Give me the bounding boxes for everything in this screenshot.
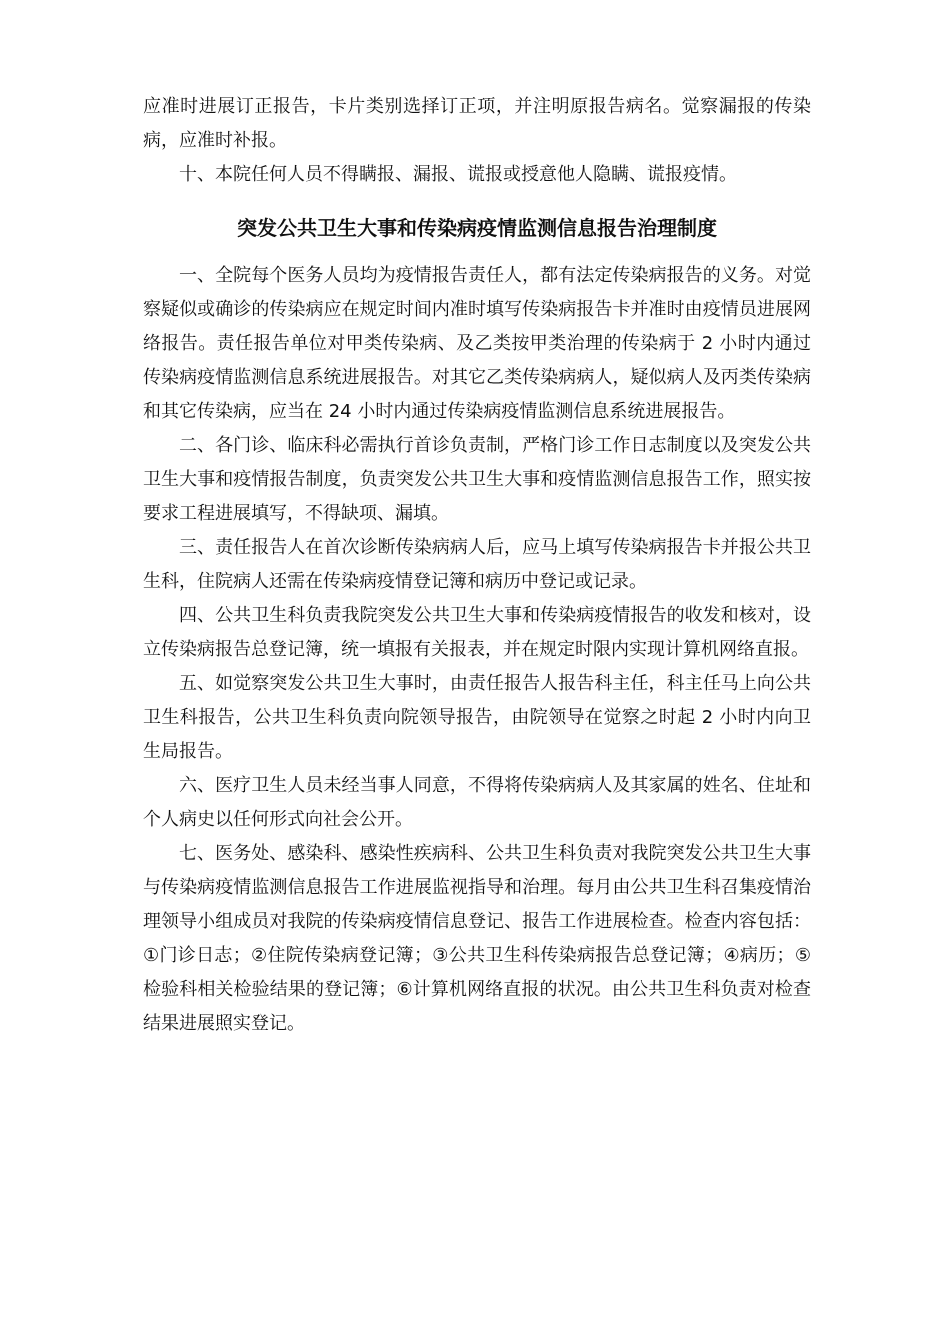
- intro-paragraph-continuation: 应准时进展订正报告，卡片类别选择订正项，并注明原报告病名。觉察漏报的传染病，应准时补报。: [143, 96, 811, 151]
- document-body: [143, 90, 811, 1041]
- section-paragraph-three: 三、责任报告人在首次诊断传染病病人后，应马上填写传染病报告卡并报公共卫生科，住院病人还需在传染病疫情登记簿和病历中登记或记录。: [143, 537, 811, 592]
- section-paragraph-one: 一、全院每个医务人员均为疫情报告责任人，都有法定传染病报告的义务。对觉察疑似或确诊的传染病应在规定时间内准时填写传染病报告卡并准时由疫情员进展网络报告。责任报告单位对甲类传染病、及乙类按甲类治理的传染病于 2 小时内通过传染病疫情监测信息系统进展报告。对其它乙类传染病病人，疑似病人及丙类传染病和其它传染病，应当在 24 小时内通过传染病疫情监测信息系统进展报告。: [143, 265, 811, 422]
- section-paragraph-five: 五、如觉察突发公共卫生大事时，由责任报告人报告科主任，科主任马上向公共卫生科报告，公共卫生科负责向院领导报告，由院领导在觉察之时起 2 小时内向卫生局报告。: [143, 673, 811, 762]
- section-paragraph-four: 四、公共卫生科负责我院突发公共卫生大事和传染病疫情报告的收发和核对，设立传染病报告总登记簿，统一填报有关报表，并在规定时限内实现计算机网络直报。: [143, 605, 811, 660]
- intro-paragraph-ten: 十、本院任何人员不得瞒报、漏报、谎报或授意他人隐瞒、谎报疫情。: [179, 164, 737, 185]
- section-paragraph-seven: 七、医务处、感染科、感染性疾病科、公共卫生科负责对我院突发公共卫生大事与传染病疫情监测信息报告工作进展监视指导和治理。每月由公共卫生科召集疫情治理领导小组成员对我院的传染病疫情信息登记、报告工作进展检查。检查内容包括：①门诊日志；②住院传染病登记簿；③公共卫生科传染病报告总登记簿；④病历；⑤检验科相关检验结果的登记簿；⑥计算机网络直报的状况。由公共卫生科负责对检查结果进展照实登记。: [143, 843, 811, 1034]
- section-paragraph-two: 二、各门诊、临床科必需执行首诊负责制，严格门诊工作日志制度以及突发公共卫生大事和疫情报告制度，负责突发公共卫生大事和疫情监测信息报告工作，照实按要求工程进展填写，不得缺项、漏填。: [143, 435, 811, 524]
- section-title: 突发公共卫生大事和传染病疫情监测信息报告治理制度: [237, 216, 717, 240]
- section-paragraph-six: 六、医疗卫生人员未经当事人同意，不得将传染病病人及其家属的姓名、住址和个人病史以任何形式向社会公开。: [143, 775, 811, 830]
